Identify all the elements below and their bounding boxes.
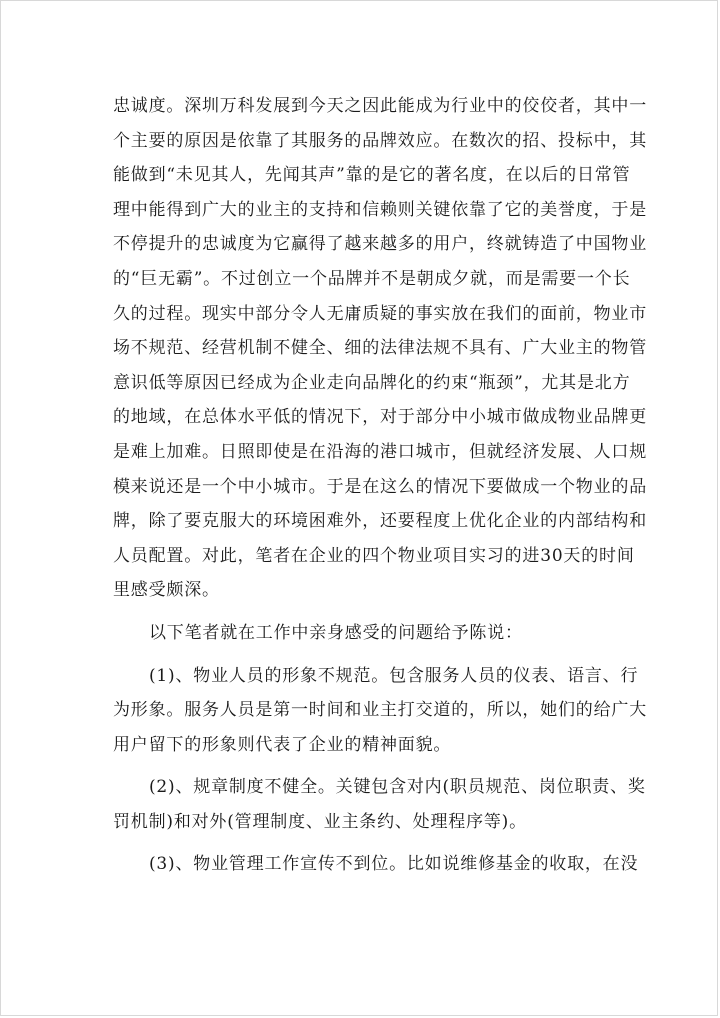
item-1-line: 用户留下的形象则代表了企业的精神面貌。 — [113, 734, 452, 755]
body-line: 场不规范、经营机制不健全、细的法律法规不具有、广大业主的物管 — [113, 338, 647, 359]
body-line: 能做到“未见其人，先闻其声”靠的是它的著名度，在以后的日常管 — [113, 165, 631, 186]
item-1-line: 为形象。服务人员是第一时间和业主打交道的，所以，她们的给广大 — [113, 700, 647, 721]
intro-line: 以下笔者就在工作中亲身感受的问题给予陈说： — [149, 622, 523, 643]
body-line: 的地域，在总体水平低的情况下，对于部分中小城市做成物业品牌更 — [113, 407, 647, 428]
body-line: 模来说还是一个中小城市。于是在这么的情况下要做成一个物业的品 — [113, 476, 647, 497]
item-2-line: 罚机制)和对外(管理制度、业主条约、处理程序等)。 — [113, 811, 527, 832]
body-line: 个主要的原因是依靠了其服务的品牌效应。在数次的招、投标中，其 — [113, 130, 647, 151]
body-line: 是难上加难。日照即使是在沿海的港口城市，但就经济发展、人口规 — [113, 441, 647, 462]
body-line: 忠诚度。深圳万科发展到今天之因此能成为行业中的佼佼者，其中一 — [113, 96, 647, 116]
document-body — [113, 89, 647, 882]
body-line: 的“巨无霸”。不过创立一个品牌并不是朝成夕就，而是需要一个长 — [113, 268, 631, 289]
body-line: 理中能得到广大的业主的支持和信赖则关键依靠了它的美誉度，于是 — [113, 199, 647, 220]
body-line: 人员配置。对此，笔者在企业的四个物业项目实习的进30天的时间 — [113, 545, 635, 566]
body-line: 意识低等原因已经成为企业走向品牌化的约束“瓶颈”，尤其是北方 — [113, 372, 631, 393]
item-3-line: (3)、物业管理工作宣传不到位。比如说维修基金的收取，在没 — [149, 854, 639, 875]
body-line: 不停提升的忠诚度为它赢得了越来越多的用户，终就铸造了中国物业 — [113, 234, 647, 255]
body-line: 里感受颇深。 — [113, 580, 220, 601]
item-1-line: (1)、物业人员的形象不规范。包含服务人员的仪表、语言、行 — [149, 665, 639, 686]
item-2-line: (2)、规章制度不健全。关键包含对内(职员规范、岗位职责、奖 — [149, 777, 646, 798]
body-line: 牌，除了要克服大的环境困难外，还要程度上优化企业的内部结构和 — [113, 511, 647, 532]
body-line: 久的过程。现实中部分令人无庸质疑的事实放在我们的面前，物业市 — [113, 303, 647, 324]
